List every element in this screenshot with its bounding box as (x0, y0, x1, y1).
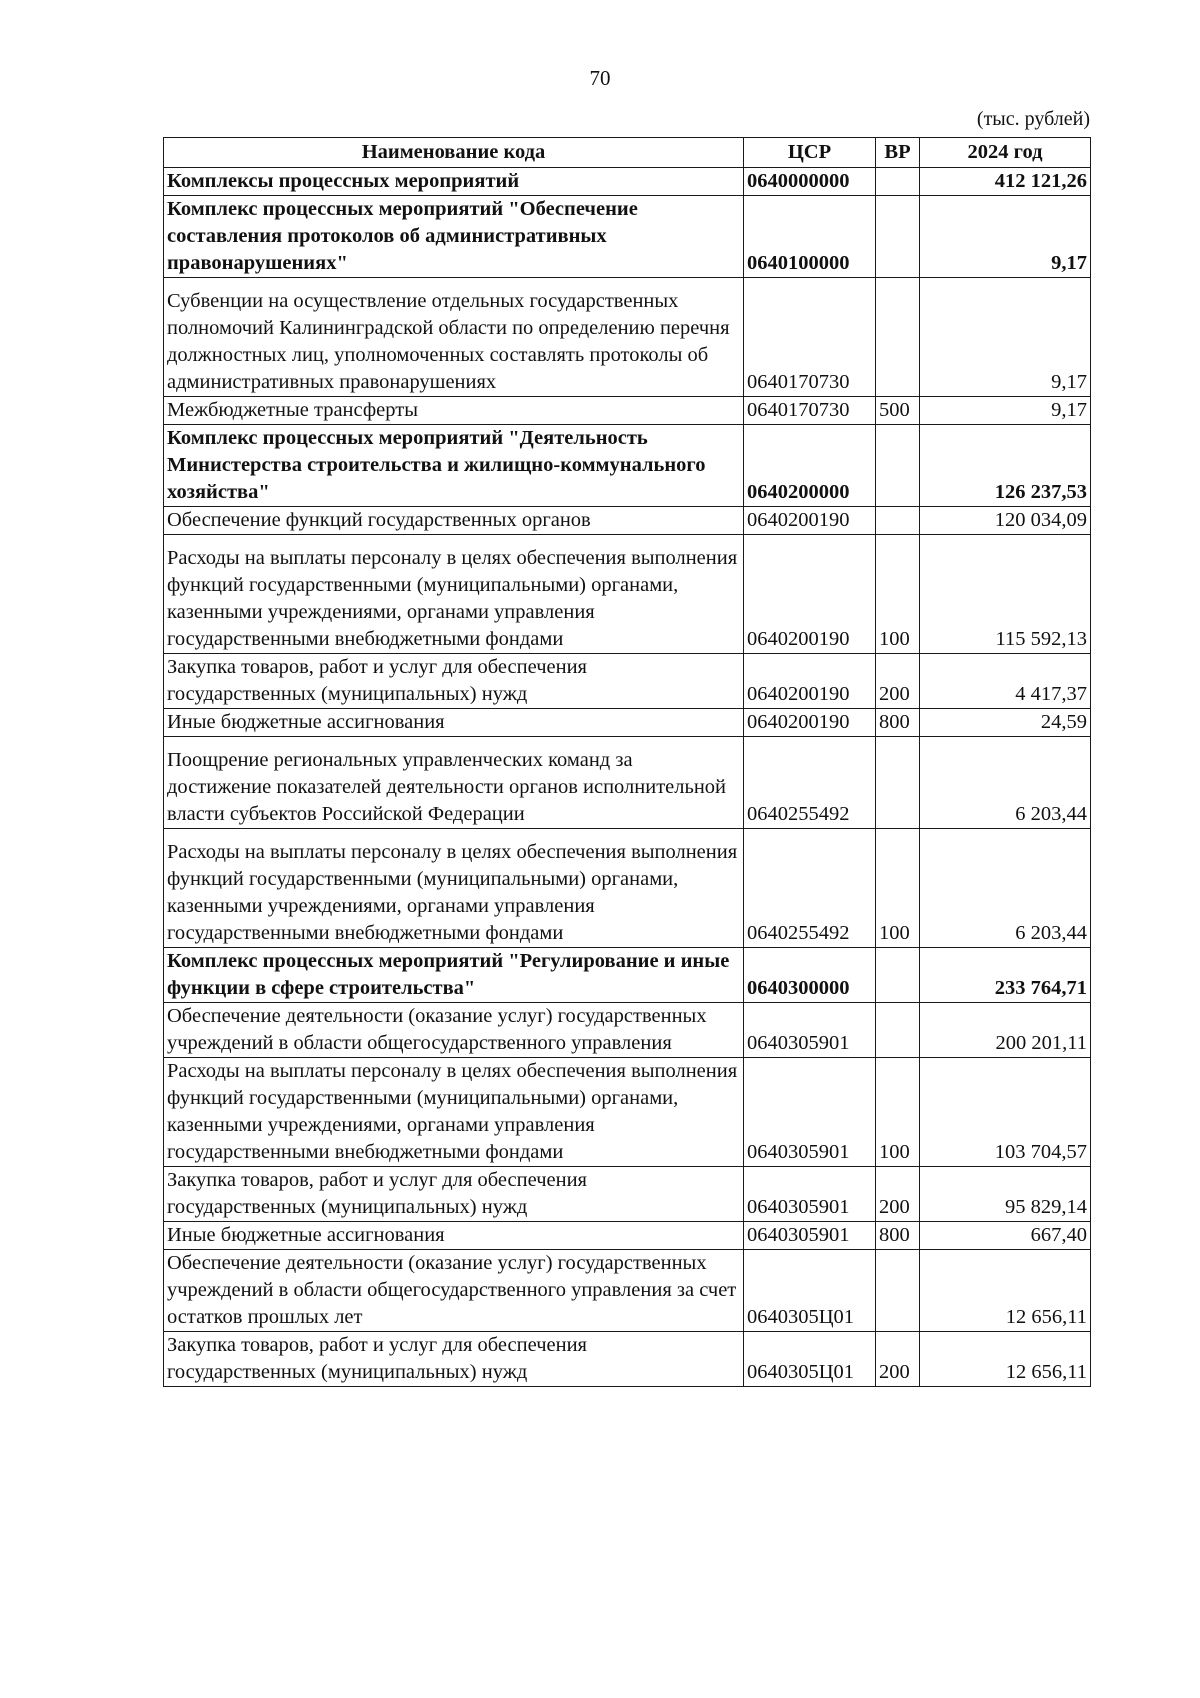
table-row (164, 1058, 1091, 1167)
row-csr: 0640170730 (744, 278, 876, 397)
row-name: Закупка товаров, работ и услуг для обеспечения государственных (муниципальных) нужд (164, 1332, 744, 1387)
table-row (164, 278, 1091, 397)
row-csr: 0640000000 (744, 168, 876, 196)
row-name: Обеспечение функций государственных органов (164, 507, 744, 535)
row-csr: 0640170730 (744, 397, 876, 425)
header-name: Наименование кода (164, 138, 744, 168)
table-row (164, 948, 1091, 1003)
row-name: Обеспечение деятельности (оказание услуг) государственных учреждений в области общегосударственного управления за счет остатков прошлых лет (164, 1250, 744, 1332)
row-sum: 9,17 (920, 397, 1091, 425)
row-vr: 200 (876, 1167, 920, 1222)
row-vr (876, 1003, 920, 1058)
header-year: 2024 год (920, 138, 1091, 168)
table-row (164, 709, 1091, 737)
row-name: Расходы на выплаты персоналу в целях обеспечения выполнения функций государственными (муниципальными) органами, казенными учреждениями, органами управления государственными внебюджетными фондами (164, 1058, 744, 1167)
row-vr: 800 (876, 709, 920, 737)
row-csr: 0640255492 (744, 737, 876, 829)
row-csr: 0640305901 (744, 1058, 876, 1167)
row-sum: 115 592,13 (920, 535, 1091, 654)
row-vr (876, 737, 920, 829)
row-csr: 0640305Ц01 (744, 1332, 876, 1387)
row-sum: 126 237,53 (920, 425, 1091, 507)
row-sum: 6 203,44 (920, 737, 1091, 829)
row-sum: 12 656,11 (920, 1332, 1091, 1387)
row-csr: 0640305901 (744, 1167, 876, 1222)
row-sum: 412 121,26 (920, 168, 1091, 196)
row-sum: 200 201,11 (920, 1003, 1091, 1058)
row-vr: 100 (876, 1058, 920, 1167)
row-vr: 100 (876, 535, 920, 654)
row-sum: 9,17 (920, 196, 1091, 278)
header-csr: ЦСР (744, 138, 876, 168)
row-csr: 0640200190 (744, 535, 876, 654)
row-name: Комплексы процессных мероприятий (164, 168, 744, 196)
row-vr (876, 168, 920, 196)
row-csr: 0640100000 (744, 196, 876, 278)
units-label: (тыс. рублей) (976, 108, 1090, 130)
table-row (164, 535, 1091, 654)
row-sum: 233 764,71 (920, 948, 1091, 1003)
row-sum: 103 704,57 (920, 1058, 1091, 1167)
row-sum: 667,40 (920, 1222, 1091, 1250)
row-csr: 0640305901 (744, 1003, 876, 1058)
table-row (164, 168, 1091, 196)
row-csr: 0640200000 (744, 425, 876, 507)
row-sum: 9,17 (920, 278, 1091, 397)
row-name: Субвенции на осуществление отдельных государственных полномочий Калининградской области по определению перечня должностных лиц, уполномоченных составлять протоколы об административных правонарушениях (164, 278, 744, 397)
row-name: Комплекс процессных мероприятий "Деятельность Министерства строительства и жилищно-коммунального хозяйства" (164, 425, 744, 507)
row-name: Закупка товаров, работ и услуг для обеспечения государственных (муниципальных) нужд (164, 654, 744, 709)
table-header-row (164, 138, 1091, 168)
row-name: Расходы на выплаты персоналу в целях обеспечения выполнения функций государственными (муниципальными) органами, казенными учреждениями, органами управления государственными внебюджетными фондами (164, 535, 744, 654)
row-csr: 0640305Ц01 (744, 1250, 876, 1332)
header-vr: ВР (876, 138, 920, 168)
row-name: Закупка товаров, работ и услуг для обеспечения государственных (муниципальных) нужд (164, 1167, 744, 1222)
row-csr: 0640200190 (744, 709, 876, 737)
table-row (164, 397, 1091, 425)
row-vr: 200 (876, 654, 920, 709)
table-row (164, 1003, 1091, 1058)
table-row (164, 425, 1091, 507)
row-name: Межбюджетные трансферты (164, 397, 744, 425)
row-name: Расходы на выплаты персоналу в целях обеспечения выполнения функций государственными (муниципальными) органами, казенными учреждениями, органами управления государственными внебюджетными фондами (164, 829, 744, 948)
row-name: Комплекс процессных мероприятий "Регулирование и иные функции в сфере строительства" (164, 948, 744, 1003)
row-csr: 0640200190 (744, 654, 876, 709)
table-row (164, 829, 1091, 948)
table-row (164, 737, 1091, 829)
row-vr (876, 507, 920, 535)
row-vr (876, 196, 920, 278)
row-sum: 12 656,11 (920, 1250, 1091, 1332)
page-number: 70 (589, 66, 611, 90)
row-vr (876, 1250, 920, 1332)
row-vr: 500 (876, 397, 920, 425)
row-sum: 95 829,14 (920, 1167, 1091, 1222)
row-vr (876, 948, 920, 1003)
row-vr: 800 (876, 1222, 920, 1250)
row-csr: 0640305901 (744, 1222, 876, 1250)
table-row (164, 1332, 1091, 1387)
table-row (164, 1167, 1091, 1222)
row-vr: 100 (876, 829, 920, 948)
table-row (164, 196, 1091, 278)
row-name: Комплекс процессных мероприятий "Обеспечение составления протоколов об административных правонарушениях" (164, 196, 744, 278)
table-row (164, 507, 1091, 535)
row-name: Обеспечение деятельности (оказание услуг) государственных учреждений в области общегосударственного управления (164, 1003, 744, 1058)
row-csr: 0640255492 (744, 829, 876, 948)
row-sum: 24,59 (920, 709, 1091, 737)
row-name: Иные бюджетные ассигнования (164, 709, 744, 737)
table-body (164, 168, 1091, 1387)
row-name: Иные бюджетные ассигнования (164, 1222, 744, 1250)
row-vr (876, 425, 920, 507)
row-csr: 0640200190 (744, 507, 876, 535)
row-sum: 4 417,37 (920, 654, 1091, 709)
row-csr: 0640300000 (744, 948, 876, 1003)
row-sum: 6 203,44 (920, 829, 1091, 948)
table-row (164, 1250, 1091, 1332)
row-name: Поощрение региональных управленческих команд за достижение показателей деятельности органов исполнительной власти субъектов Российской Федерации (164, 737, 744, 829)
budget-table (163, 137, 1091, 1387)
row-vr (876, 278, 920, 397)
table-row (164, 1222, 1091, 1250)
row-vr: 200 (876, 1332, 920, 1387)
table-row (164, 654, 1091, 709)
row-sum: 120 034,09 (920, 507, 1091, 535)
